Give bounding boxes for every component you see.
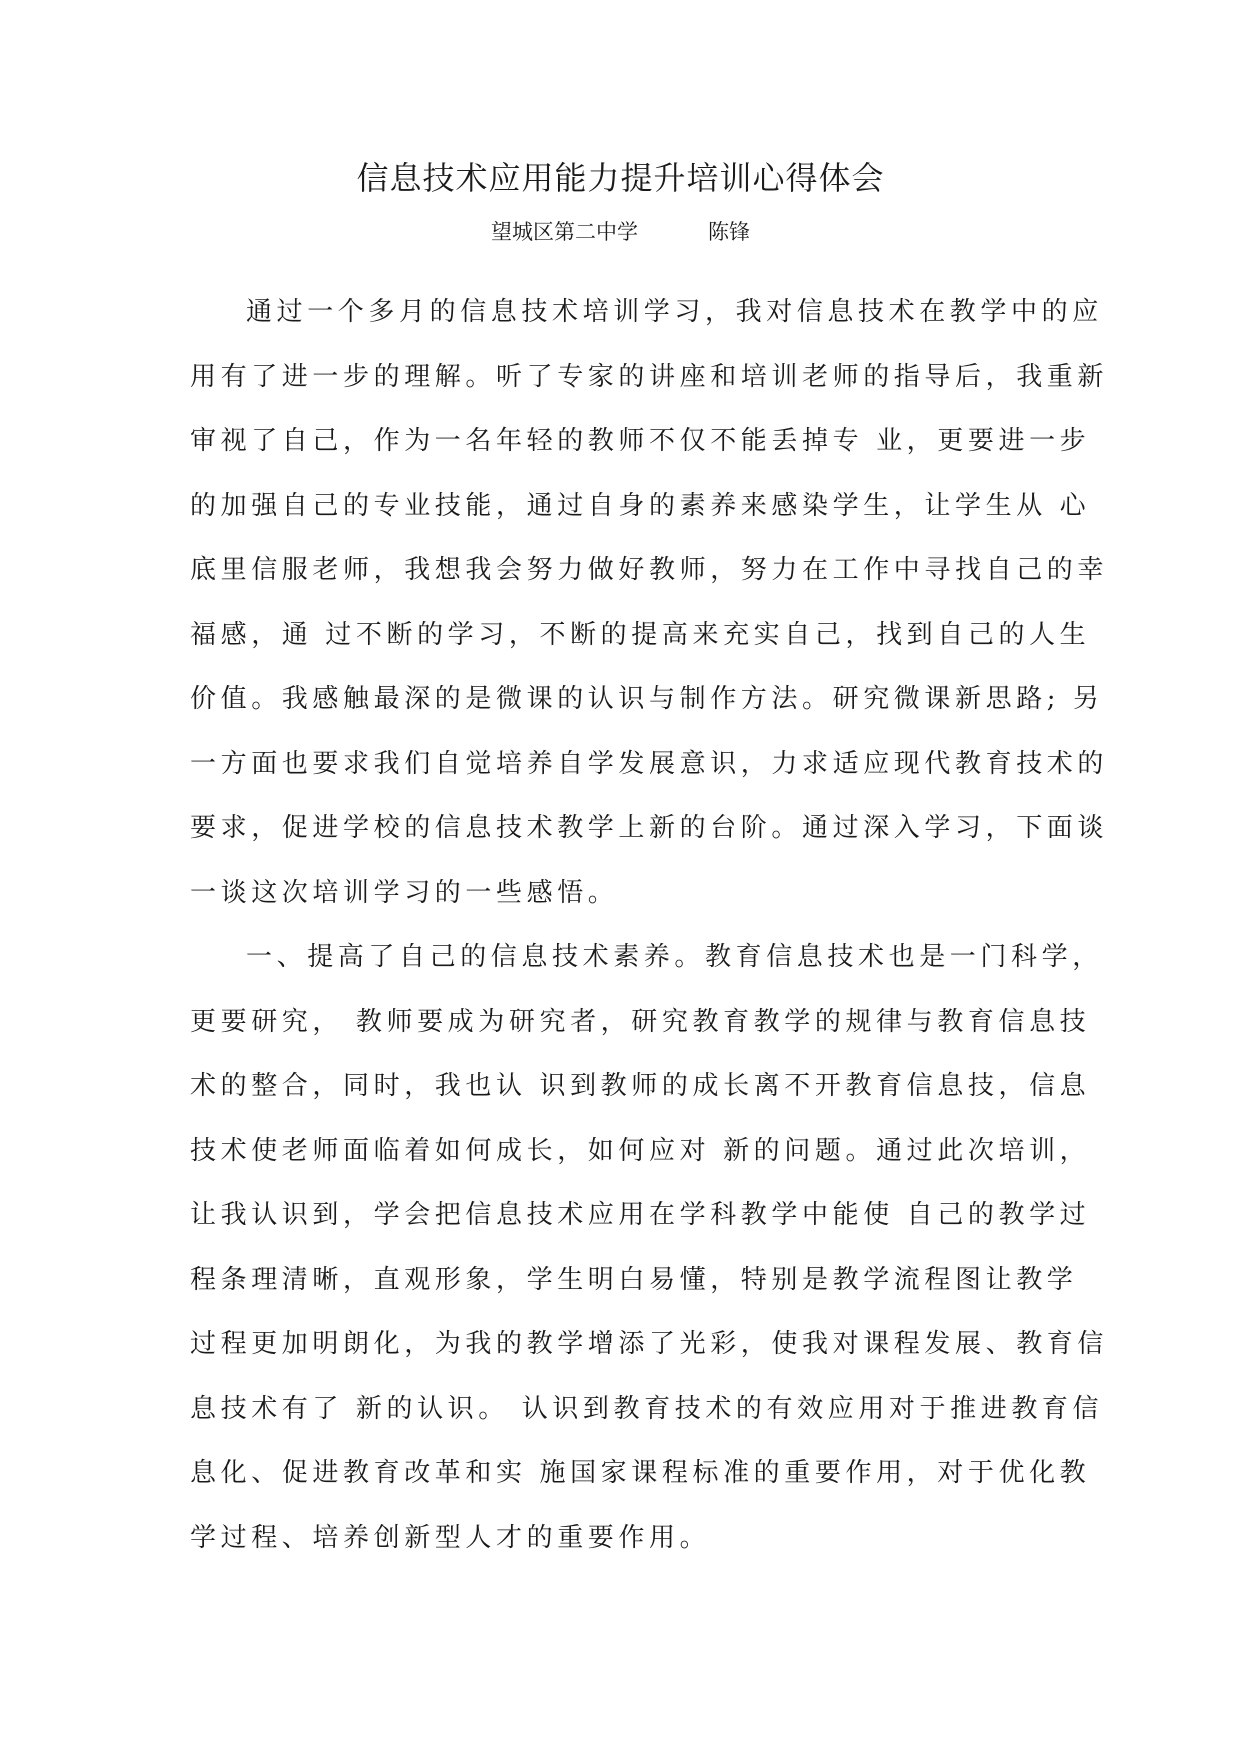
text-line: 让我认识到，学会把信息技术应用在学科教学中能使 自己的教学过 (190, 1200, 1091, 1230)
text-line: 过程更加明朗化，为我的教学增添了光彩，使我对课程发展、教育信 (190, 1329, 1109, 1359)
text-line: 更要研究， 教师要成为研究者，研究教育教学的规律与教育信息技 (190, 1006, 1091, 1037)
text-line: 用有了进一步的理解。听了专家的讲座和培训老师的指导后，我重新 (190, 361, 1109, 392)
paragraph-intro (190, 280, 1109, 925)
text-line: 审视了自己，作为一名年轻的教师不仅不能丢掉专 业，更要进一步 (190, 426, 1091, 456)
text-line: 一、提高了自己的信息技术素养。教育信息技术也是一门科学， (246, 942, 1103, 972)
text-line: 的加强自己的专业技能，通过自身的素养来感染学生，让学生从 心 (190, 490, 1091, 521)
paragraph-section-one (190, 925, 1109, 1570)
text-line: 术的整合，同时，我也认 识到教师的成长离不开教育信息技，信息 (190, 1071, 1091, 1101)
document-title: 信息技术应用能力提升培训心得体会 (356, 159, 885, 197)
author-name: 陈锋 (708, 220, 750, 244)
text-line: 一方面也要求我们自觉培养自学发展意识，力求适应现代教育技术的 (190, 748, 1109, 779)
text-line: 息化、促进教育改革和实 施国家课程标准的重要作用，对于优化教 (190, 1458, 1091, 1488)
text-line: 技术使老师面临着如何成长，如何应对 新的问题。通过此次培训， (190, 1135, 1091, 1166)
author-line (0, 218, 1241, 246)
text-line: 要求，促进学校的信息技术教学上新的台阶。通过深入学习，下面谈 (190, 813, 1109, 843)
text-line: 一谈这次培训学习的一些感悟。 (190, 877, 619, 908)
text-line: 价值。我感触最深的是微课的认识与制作方法。研究微课新思路; 另 (190, 684, 1104, 714)
text-line: 学过程、培养创新型人才的重要作用。 (190, 1522, 711, 1553)
text-line: 底里信服老师，我想我会努力做好教师，努力在工作中寻找自己的幸 (190, 555, 1109, 585)
document-body (190, 280, 1109, 1570)
text-line: 息技术有了 新的认识。 认识到教育技术的有效应用对于推进教育信 (190, 1393, 1104, 1424)
text-line: 程条理清晰，直观形象，学生明白易懂，特别是教学流程图让教学 (190, 1264, 1078, 1295)
school-name: 望城区第二中学 (491, 220, 638, 244)
text-line: 福感，通 过不断的学习，不断的提高来充实自己，找到自己的人生 (190, 619, 1091, 650)
text-line: 通过一个多月的信息技术培训学习，我对信息技术在教学中的应 (246, 297, 1103, 327)
